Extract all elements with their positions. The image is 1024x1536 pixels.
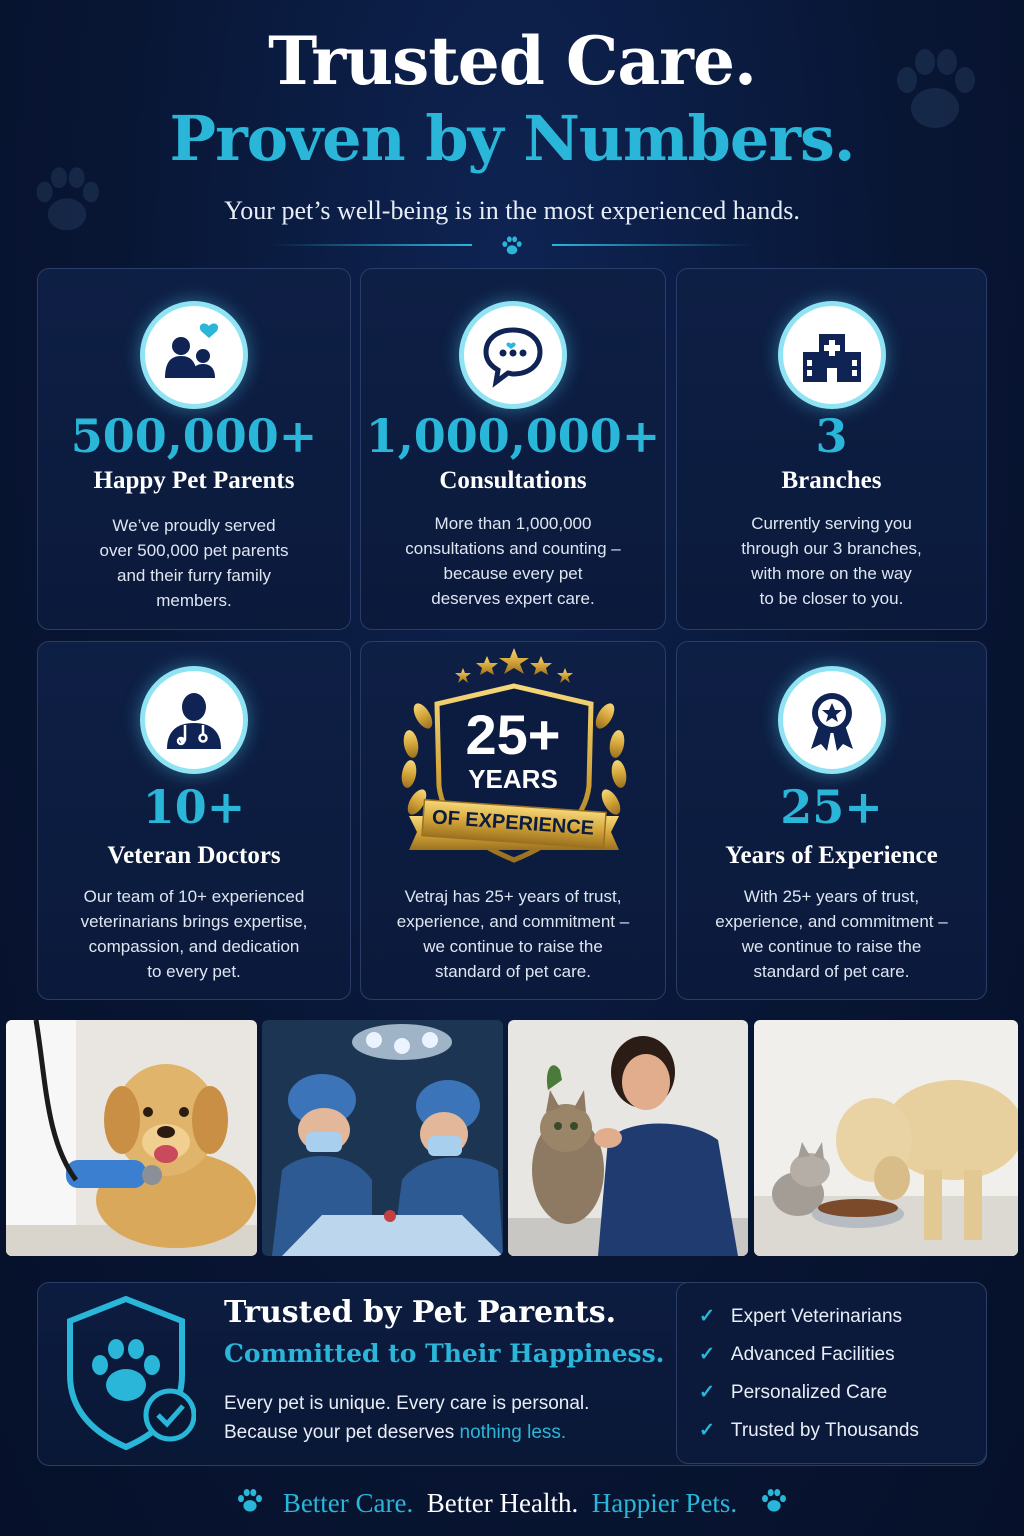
page-title-accent: Proven by Numbers.: [169, 102, 855, 175]
checklist-item: ✓ Expert Veterinarians: [699, 1306, 903, 1327]
check-icon: ✓: [699, 1344, 715, 1365]
paw-icon: [759, 1486, 789, 1516]
doctor-icon: [140, 666, 248, 774]
header-divider: [0, 240, 1024, 252]
stat-description: With 25+ years of trust, experience, and commitment – we continue to raise the standard of pet care.: [715, 887, 948, 981]
check-icon: ✓: [699, 1306, 715, 1327]
badge-number: 25+: [465, 703, 561, 766]
stat-card-years: [676, 641, 987, 1000]
stat-card-pet-parents: [37, 268, 351, 630]
photo-dog-and-kitten: [754, 1020, 1018, 1256]
photo-vet-golden-retriever: [6, 1020, 257, 1256]
footer-part-2: Better Health.: [426, 1488, 579, 1518]
stat-value: 10+: [142, 780, 246, 834]
trust-title: Trusted by Pet Parents.: [224, 1295, 617, 1330]
photo-surgery-team: [262, 1020, 503, 1256]
paw-icon: [235, 1486, 265, 1516]
stat-description: More than 1,000,000 consultations and counting – because every pet deserves expert care.: [405, 514, 621, 608]
feature-checklist: [676, 1282, 987, 1464]
stat-card-doctors: [37, 641, 351, 1000]
stat-description: Vetraj has 25+ years of trust, experience, and commitment – we continue to raise the standard of pet care.: [396, 887, 630, 981]
paw-icon: [500, 234, 524, 258]
checklist-item: ✓ Trusted by Thousands: [699, 1420, 919, 1441]
stat-value: 3: [815, 409, 848, 463]
stat-card-consultations: [360, 268, 666, 630]
badge-years: YEARS: [468, 764, 558, 794]
page-title: Trusted Care.: [268, 22, 756, 100]
hospital-building-icon: [778, 301, 886, 409]
page-subtitle: Your pet’s well-being is in the most experienced hands.: [224, 196, 800, 225]
trust-line-1: Every pet is unique. Every care is personal.: [224, 1393, 590, 1414]
stat-description: We’ve proudly served over 500,000 pet parents and their furry family members.: [99, 516, 289, 610]
stat-value: 25+: [780, 780, 883, 834]
stat-label: Happy Pet Parents: [93, 467, 295, 494]
stat-label: Branches: [781, 467, 882, 494]
checklist-item: ✓ Advanced Facilities: [699, 1344, 895, 1365]
stat-label: Veteran Doctors: [107, 842, 281, 869]
trust-subtitle: Committed to Their Happiness.: [224, 1339, 665, 1368]
check-icon: ✓: [699, 1420, 715, 1441]
stat-card-branches: [676, 268, 987, 630]
stat-description: Our team of 10+ experienced veterinarians brings expertise, compassion, and dedication to every pet.: [80, 887, 308, 981]
stat-label: Years of Experience: [725, 842, 938, 869]
photo-vet-with-cat: [508, 1020, 748, 1256]
chat-bubble-icon: [459, 301, 567, 409]
stat-description: Currently serving you through our 3 branches, with more on the way to be closer to you.: [741, 514, 922, 608]
trust-line-2: Because your pet deserves nothing less.: [224, 1422, 567, 1443]
stat-label: Consultations: [439, 467, 587, 494]
shield-paw-icon: [66, 1293, 196, 1453]
award-ribbon-icon: [778, 666, 886, 774]
header: [0, 22, 1024, 226]
stat-card-experience-badge: [360, 641, 666, 1000]
stat-value: 1,000,000+: [365, 409, 661, 463]
footer-tagline: [0, 1486, 1024, 1519]
footer-part-3: Happier Pets.: [591, 1488, 738, 1518]
stat-value: 500,000+: [70, 409, 318, 463]
badge-ribbon-text: OF EXPERIENCE: [431, 806, 595, 840]
check-icon: ✓: [699, 1382, 715, 1403]
footer-part-1: Better Care.: [282, 1488, 414, 1518]
checklist-item: ✓ Personalized Care: [699, 1382, 888, 1403]
family-heart-icon: [140, 301, 248, 409]
